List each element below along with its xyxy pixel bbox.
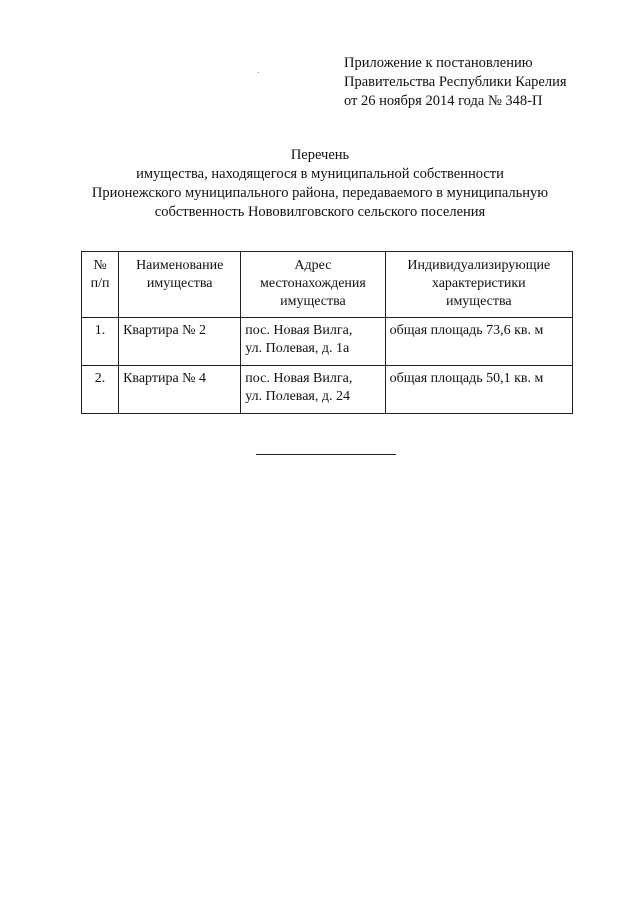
closing-divider	[256, 454, 396, 455]
header-characteristics: Индивидуализирующие характеристики имущества	[385, 252, 572, 318]
table-header-row	[82, 252, 573, 318]
cell-characteristics: общая площадь 50,1 кв. м	[385, 366, 572, 414]
table-row	[82, 366, 573, 414]
scan-speck	[258, 72, 259, 73]
cell-num: 1.	[82, 318, 119, 366]
cell-name: Квартира № 2	[119, 318, 241, 366]
appendix-line: от 26 ноября 2014 года № 348-П	[344, 93, 543, 109]
property-table	[81, 251, 573, 414]
cell-address: пос. Новая Вилга, ул. Полевая, д. 1а	[241, 318, 385, 366]
appendix-header	[344, 54, 634, 111]
title-line: собственность Нововилговского сельского поселения	[154, 204, 486, 220]
title-line: Перечень	[290, 147, 350, 163]
table-row	[82, 318, 573, 366]
cell-address: пос. Новая Вилга, ул. Полевая, д. 24	[241, 366, 385, 414]
header-num: № п/п	[82, 252, 119, 318]
appendix-line: Приложение к постановлению	[344, 55, 533, 71]
header-name: Наименование имущества	[119, 252, 241, 318]
cell-name: Квартира № 4	[119, 366, 241, 414]
title-line: Прионежского муниципального района, передаваемого в муниципальную	[91, 185, 549, 201]
document-title	[40, 146, 600, 222]
cell-num: 2.	[82, 366, 119, 414]
appendix-line: Правительства Республики Карелия	[344, 74, 567, 90]
header-address: Адрес местонахождения имущества	[241, 252, 385, 318]
cell-characteristics: общая площадь 73,6 кв. м	[385, 318, 572, 366]
title-line: имущества, находящегося в муниципальной собственности	[136, 166, 504, 182]
